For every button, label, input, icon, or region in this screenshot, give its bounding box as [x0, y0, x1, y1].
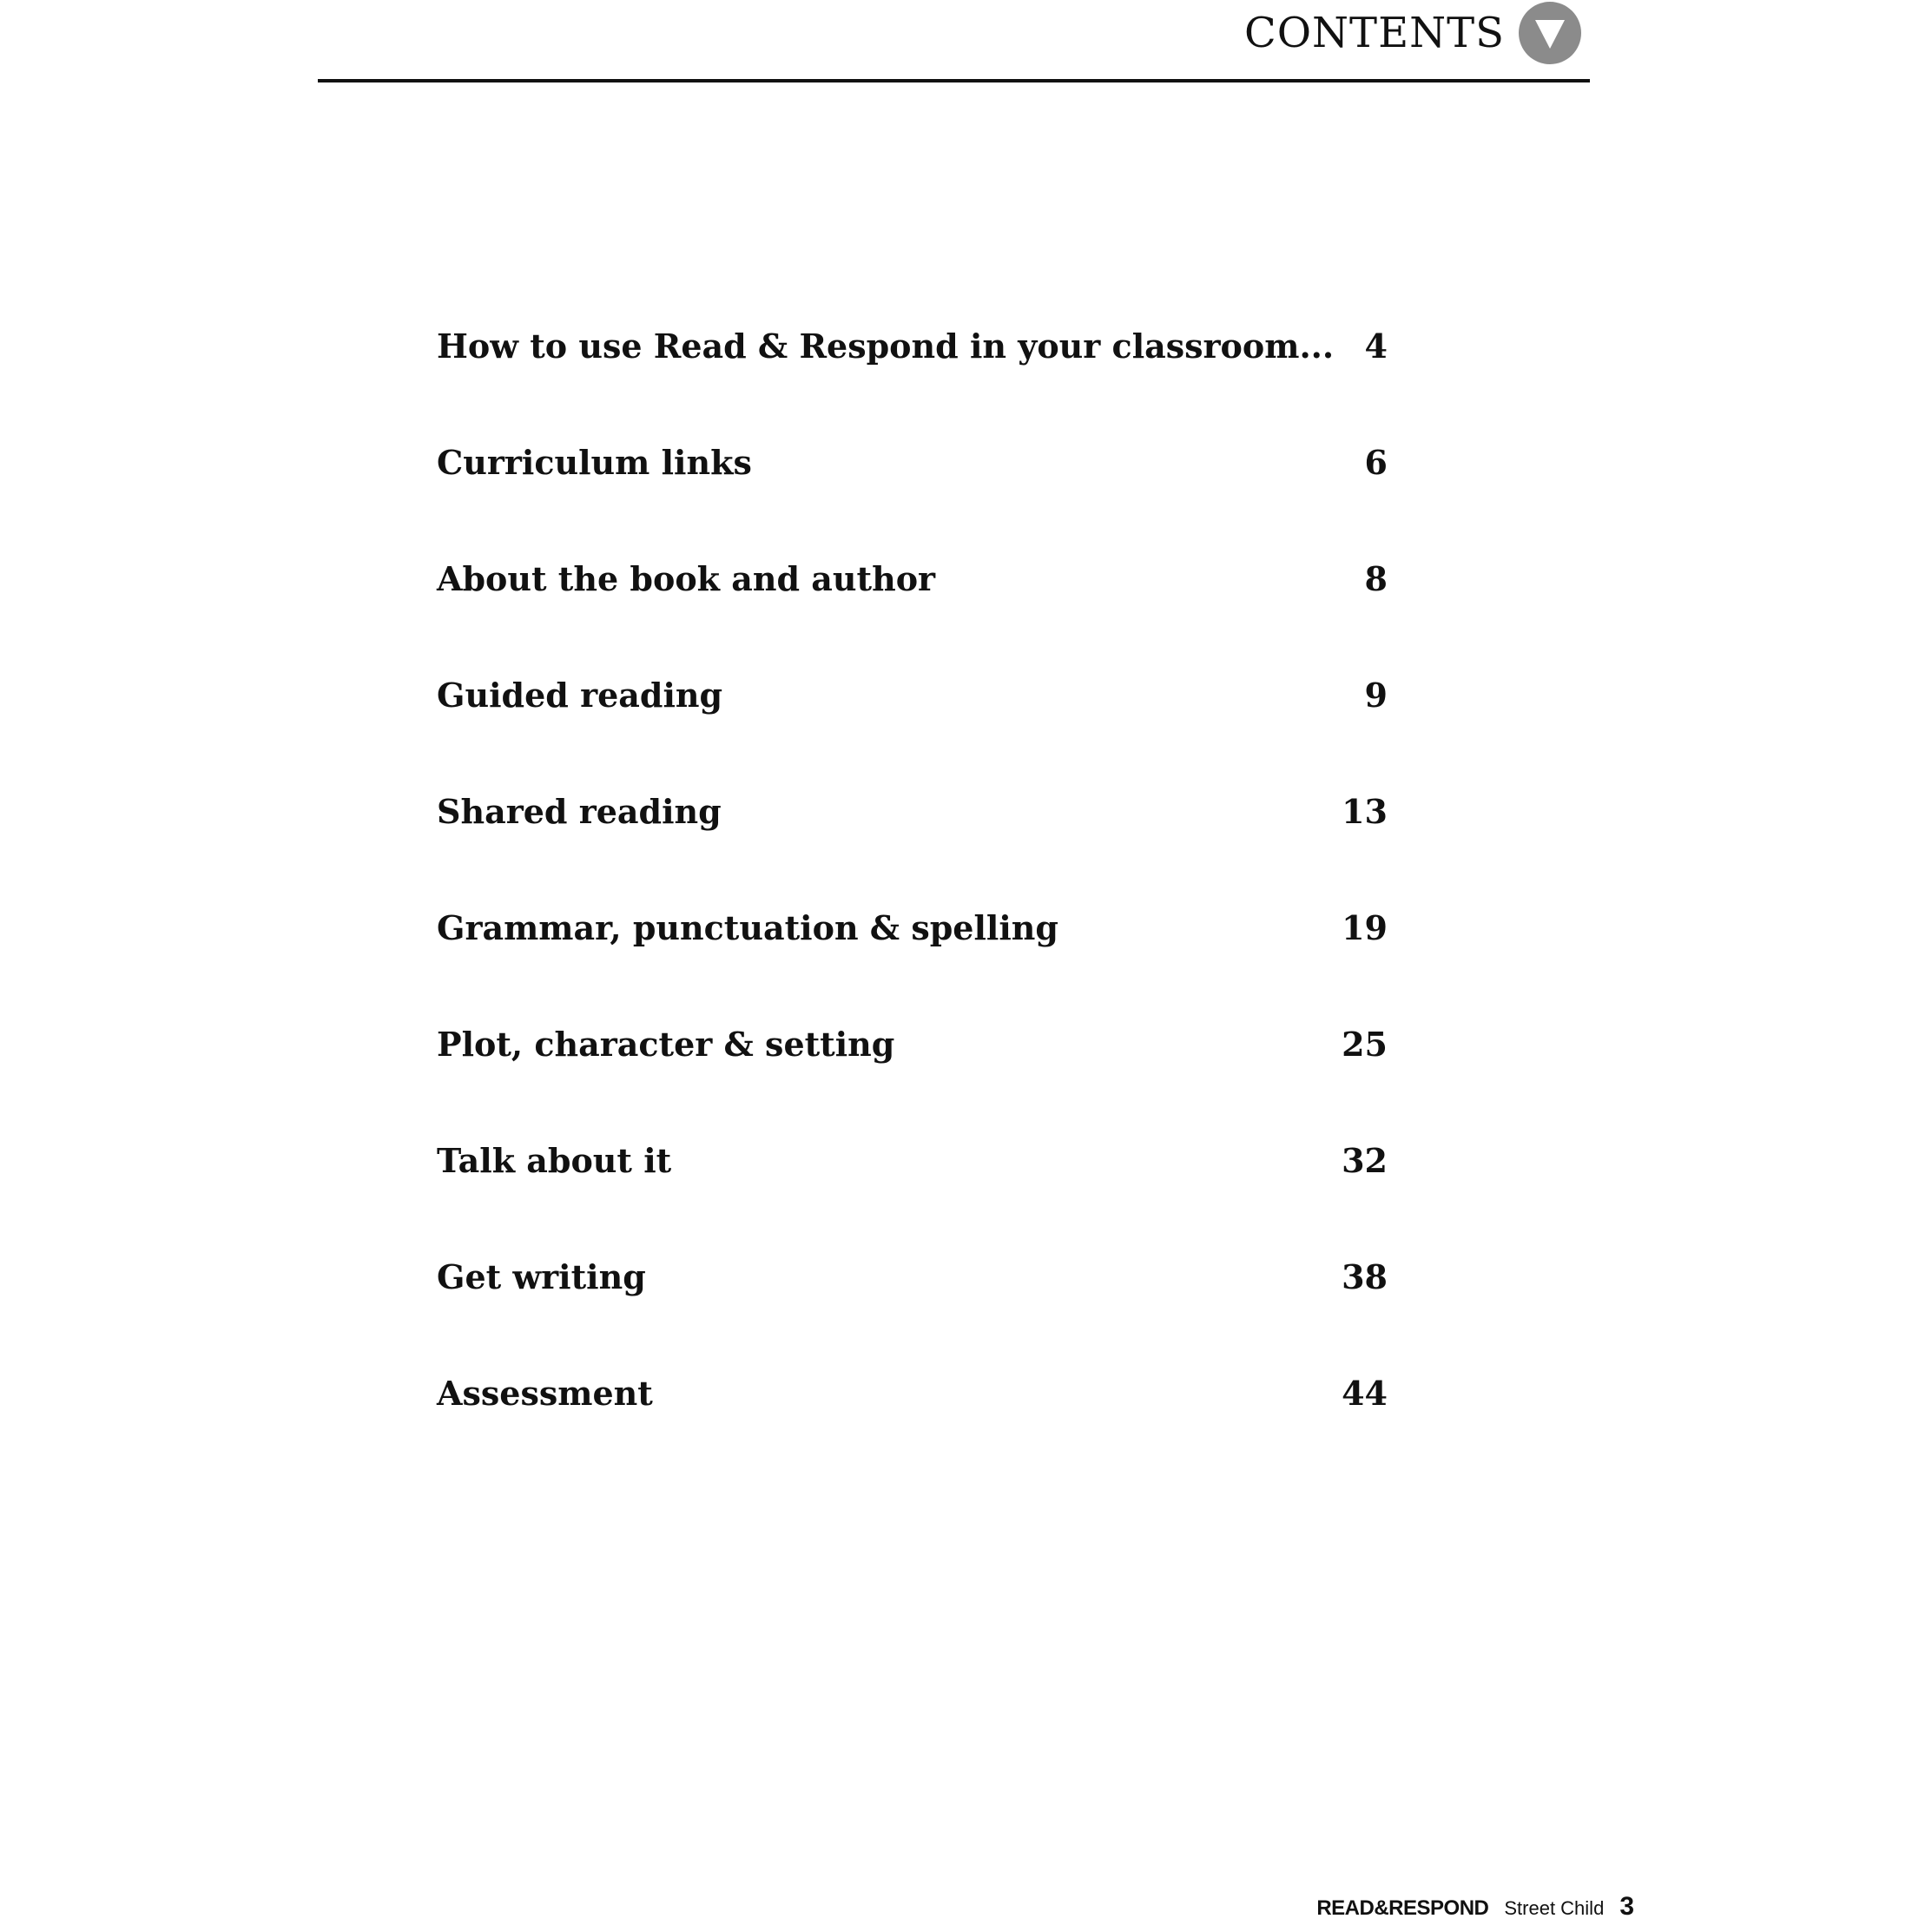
toc-item-title: About the book and author [437, 559, 936, 598]
footer-book-title: Street Child [1504, 1897, 1605, 1919]
toc-item-page: 25 [1342, 1025, 1388, 1064]
toc-item[interactable] [437, 1024, 1388, 1140]
toc-item-page: 9 [1364, 676, 1388, 715]
toc-item[interactable] [437, 675, 1388, 791]
toc-item-page: 44 [1342, 1374, 1388, 1413]
footer-brand: READ&RESPOND [1316, 1896, 1489, 1920]
page-title: CONTENTS [1243, 9, 1505, 57]
toc-item-title: Get writing [437, 1257, 646, 1296]
toc-item-title: Assessment [437, 1374, 653, 1413]
toc-item-page: 4 [1364, 326, 1388, 366]
toc-item[interactable] [437, 442, 1388, 558]
page-header [0, 0, 1932, 87]
toc-item-page: 13 [1342, 792, 1388, 831]
toc-item[interactable] [437, 558, 1388, 675]
header-divider [318, 79, 1590, 82]
table-of-contents [437, 326, 1388, 1489]
triangle-down-icon [1519, 2, 1581, 64]
toc-item-title: Curriculum links [437, 443, 752, 482]
toc-item[interactable] [437, 1373, 1388, 1489]
toc-item[interactable] [437, 907, 1388, 1024]
toc-item-title: Grammar, punctuation & spelling [437, 908, 1058, 947]
toc-item[interactable] [437, 1256, 1388, 1373]
toc-item[interactable] [437, 791, 1388, 907]
toc-item-title: How to use Read & Respond in your classroom... [437, 326, 1335, 366]
toc-item-page: 8 [1364, 559, 1388, 598]
toc-item-page: 32 [1342, 1141, 1388, 1180]
page-footer [1316, 1892, 1634, 1927]
toc-item[interactable] [437, 1140, 1388, 1256]
footer-page-number: 3 [1619, 1892, 1634, 1921]
toc-item-title: Shared reading [437, 792, 722, 831]
toc-item-page: 19 [1342, 908, 1388, 947]
toc-item-title: Guided reading [437, 676, 723, 715]
toc-item-title: Plot, character & setting [437, 1025, 895, 1064]
toc-item-page: 38 [1342, 1257, 1388, 1296]
toc-item-title: Talk about it [437, 1141, 672, 1180]
toc-item-page: 6 [1364, 443, 1388, 482]
toc-item[interactable] [437, 326, 1388, 442]
